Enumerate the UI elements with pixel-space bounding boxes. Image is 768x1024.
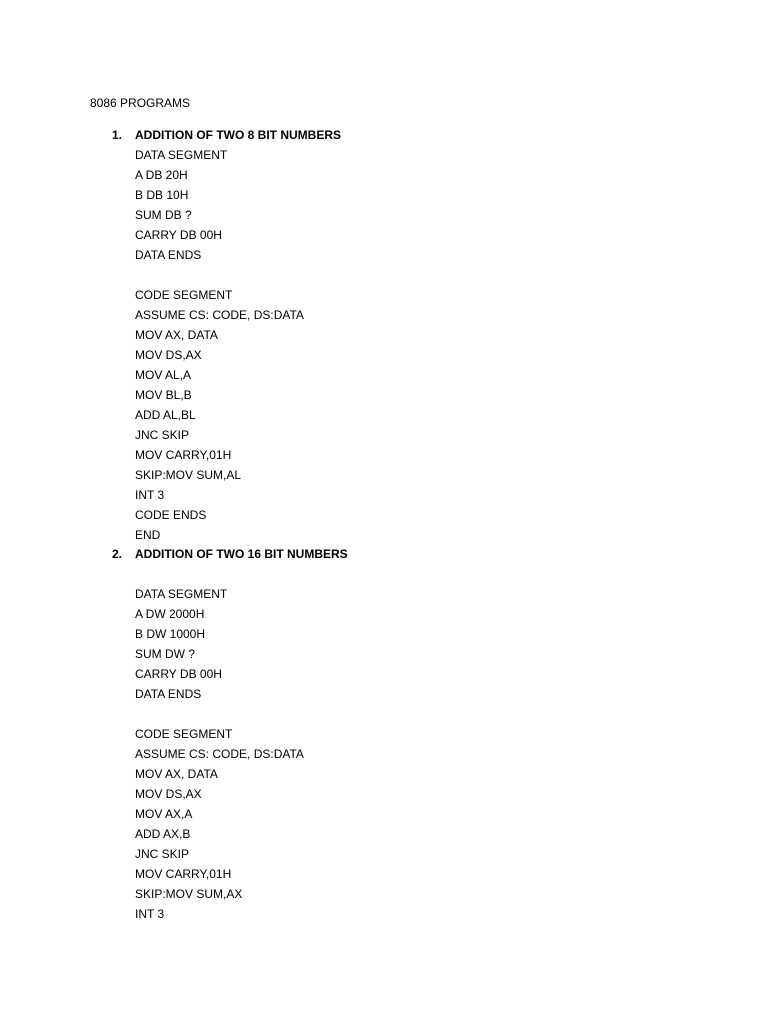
code-line: CODE SEGMENT xyxy=(135,288,233,302)
code-line: B DB 10H xyxy=(135,188,189,202)
code-line: B DW 1000H xyxy=(135,627,206,641)
section-number: 1. xyxy=(112,128,123,142)
section-title: ADDITION OF TWO 8 BIT NUMBERS xyxy=(135,128,341,142)
code-line: A DB 20H xyxy=(135,168,188,182)
code-line: ASSUME CS: CODE, DS:DATA xyxy=(135,308,304,322)
program-section-1 xyxy=(0,125,768,545)
code-line: MOV BL,B xyxy=(135,388,192,402)
code-line: ADD AL,BL xyxy=(135,408,196,422)
code-line: MOV CARRY,01H xyxy=(135,867,232,881)
code-line: DATA ENDS xyxy=(135,687,202,701)
code-line: SKIP:MOV SUM,AX xyxy=(135,887,243,901)
section-number: 2. xyxy=(112,547,123,561)
code-line: DATA SEGMENT xyxy=(135,148,228,162)
code-line: ADD AX,B xyxy=(135,827,191,841)
code-listing xyxy=(0,145,768,545)
code-line: MOV AX, DATA xyxy=(135,328,218,342)
section-heading xyxy=(0,544,768,564)
code-listing xyxy=(0,564,768,924)
code-line: CODE ENDS xyxy=(135,508,207,522)
code-line: MOV AX, DATA xyxy=(135,767,218,781)
code-line: CODE SEGMENT xyxy=(135,727,233,741)
code-line: JNC SKIP xyxy=(135,847,190,861)
code-line: SUM DB ? xyxy=(135,208,192,222)
code-line: CARRY DB 00H xyxy=(135,228,222,242)
code-line: MOV CARRY,01H xyxy=(135,448,232,462)
code-line: ASSUME CS: CODE, DS:DATA xyxy=(135,747,304,761)
code-line: MOV AX,A xyxy=(135,807,193,821)
blank-line xyxy=(0,704,768,724)
code-line: DATA ENDS xyxy=(135,248,202,262)
code-line: INT 3 xyxy=(135,907,165,921)
program-section-2 xyxy=(0,544,768,924)
blank-line xyxy=(0,265,768,285)
code-line: DATA SEGMENT xyxy=(135,587,228,601)
section-heading xyxy=(0,125,768,145)
code-line: MOV AL,A xyxy=(135,368,192,382)
blank-line xyxy=(0,564,768,584)
code-line: CARRY DB 00H xyxy=(135,667,222,681)
code-line: SKIP:MOV SUM,AL xyxy=(135,468,242,482)
code-line: A DW 2000H xyxy=(135,607,205,621)
code-line: JNC SKIP xyxy=(135,428,190,442)
code-line: SUM DW ? xyxy=(135,647,195,661)
code-line: MOV DS,AX xyxy=(135,787,202,801)
code-line: END xyxy=(135,528,161,542)
code-line: MOV DS,AX xyxy=(135,348,202,362)
code-line: INT 3 xyxy=(135,488,165,502)
section-title: ADDITION OF TWO 16 BIT NUMBERS xyxy=(135,547,348,561)
document-title: 8086 PROGRAMS xyxy=(90,96,191,110)
